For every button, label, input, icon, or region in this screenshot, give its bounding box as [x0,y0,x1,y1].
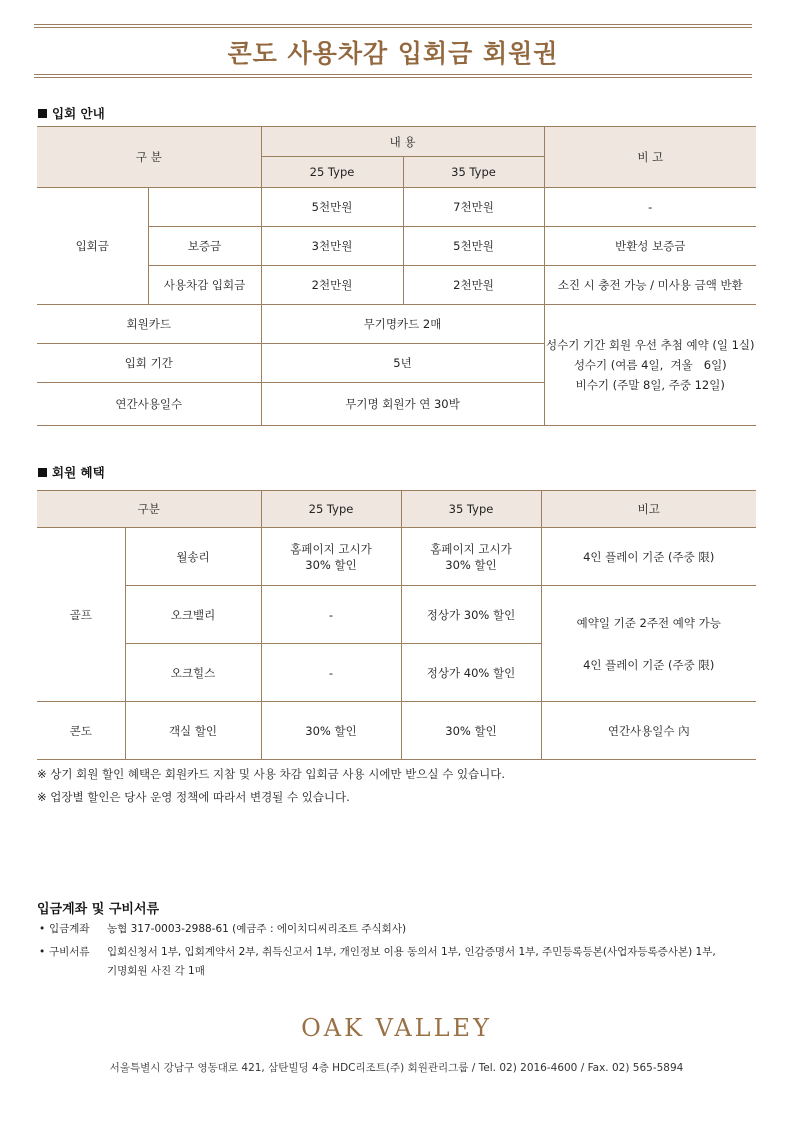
deposit-note: 반환성 보증금 [544,227,756,266]
b-header-type35: 35 Type [401,491,541,528]
row-label-period: 입회 기간 [37,344,261,383]
usage-note: 소진 시 충전 가능 / 미사용 금액 반환 [544,266,756,305]
course-note: 4인 플레이 기준 (주중 限) [541,528,756,586]
header-content: 내 용 [261,127,544,157]
season-note-line-3: 비수기 (주말 8일, 주중 12일) [575,378,725,392]
usage-35: 2천만원 [403,266,544,305]
b-header-note: 비고 [541,491,756,528]
entry-total-note: - [544,188,756,227]
merged-note-line-2: 4인 플레이 기준 (주중 限) [583,657,715,672]
empty-cell [148,188,261,227]
benefits-table [37,490,756,760]
section-heading-entry: 입회 안내 [38,104,105,122]
title-banner [34,24,752,80]
course-name: 월송리 [125,528,261,586]
course-35: 정상가 40% 할인 [401,644,541,702]
footnote: ※ 업장별 할인은 당사 운영 정책에 따라서 변경될 수 있습니다. [37,790,350,804]
season-note-line-2: 성수기 (여름 4일, 겨울 6일) [573,358,727,372]
row-label-annual: 연간사용일수 [37,383,261,426]
footer-address: 서울특별시 강남구 영동대로 421, 삼탄빌딩 4층 HDC리조트(주) 회원관리그룹 / Tel. 02) 2016-4600 / Fax. 02) 565-5894 [109,1062,684,1074]
account-section-title: 입금계좌 및 구비서류 [37,902,160,917]
room-discount-25: 30% 할인 [261,702,401,760]
row-label-card: 회원카드 [37,305,261,344]
merged-note-line-1: 예약일 기준 2주전 예약 가능 [576,615,721,630]
room-discount-note: 연간사용일수 內 [541,702,756,760]
bullet-icon: • [39,946,46,958]
course-25: - [261,644,401,702]
entry-total-35: 7천만원 [403,188,544,227]
header-type35: 35 Type [403,157,544,188]
usage-25: 2천만원 [261,266,403,305]
footnote: ※ 상기 회원 할인 혜택은 회원카드 지참 및 사용 차감 입회금 사용 시에만 받으실 수 있습니다. [37,767,506,781]
documents-value-cont: 기명회원 사진 각 1매 [107,965,205,977]
b-header-type25: 25 Type [261,491,401,528]
account-value: 농협 317-0003-2988-61 (예금주 : 에이치디씨리조트 주식회사) [107,923,407,935]
documents-label: 구비서류 [49,946,90,958]
account-row [39,921,406,936]
account-label: 입금계좌 [49,923,90,935]
entry-info-table [37,126,756,426]
merged-golf-note [541,586,756,702]
deposit-35: 5천만원 [403,227,544,266]
section-heading-benefits: 회원 혜택 [38,463,105,481]
period-value: 5년 [261,344,544,383]
row-label-entry: 입회금 [37,188,148,305]
square-bullet-icon [38,109,47,118]
header-category: 구 분 [37,127,261,188]
header-type25: 25 Type [261,157,403,188]
room-discount-label: 객실 할인 [125,702,261,760]
season-note-line-1: 성수기 기간 회원 우선 추첨 예약 (일 1실) [545,338,755,352]
annual-value: 무기명 회원가 연 30박 [261,383,544,426]
course-35: 정상가 30% 할인 [401,586,541,644]
row-label-deposit: 보증금 [148,227,261,266]
oak-valley-logo: OAK VALLEY [301,1014,492,1042]
row-label-golf: 골프 [37,528,125,702]
course-name: 오크밸리 [125,586,261,644]
documents-value: 입회신청서 1부, 입회계약서 2부, 취득신고서 1부, 개인정보 이용 동의서 1부, 인감증명서 1부, 주민등록등본(사업자등록증사본) 1부, [107,946,716,958]
course-35: 홈페이지 고시가 30% 할인 [401,528,541,586]
row-label-usage: 사용차감 입회금 [148,266,261,305]
square-bullet-icon [38,468,47,477]
entry-total-25: 5천만원 [261,188,403,227]
header-note: 비 고 [544,127,756,188]
room-discount-35: 30% 할인 [401,702,541,760]
b-header-category: 구분 [37,491,261,528]
bullet-icon: • [39,923,46,935]
course-25: - [261,586,401,644]
course-name: 오크힐스 [125,644,261,702]
row-label-condo: 콘도 [37,702,125,760]
card-value: 무기명카드 2매 [261,305,544,344]
course-25: 홈페이지 고시가 30% 할인 [261,528,401,586]
season-note [544,305,756,426]
deposit-25: 3천만원 [261,227,403,266]
documents-row [39,944,716,959]
page-title: 콘도 사용차감 입회금 회원권 [227,39,559,68]
